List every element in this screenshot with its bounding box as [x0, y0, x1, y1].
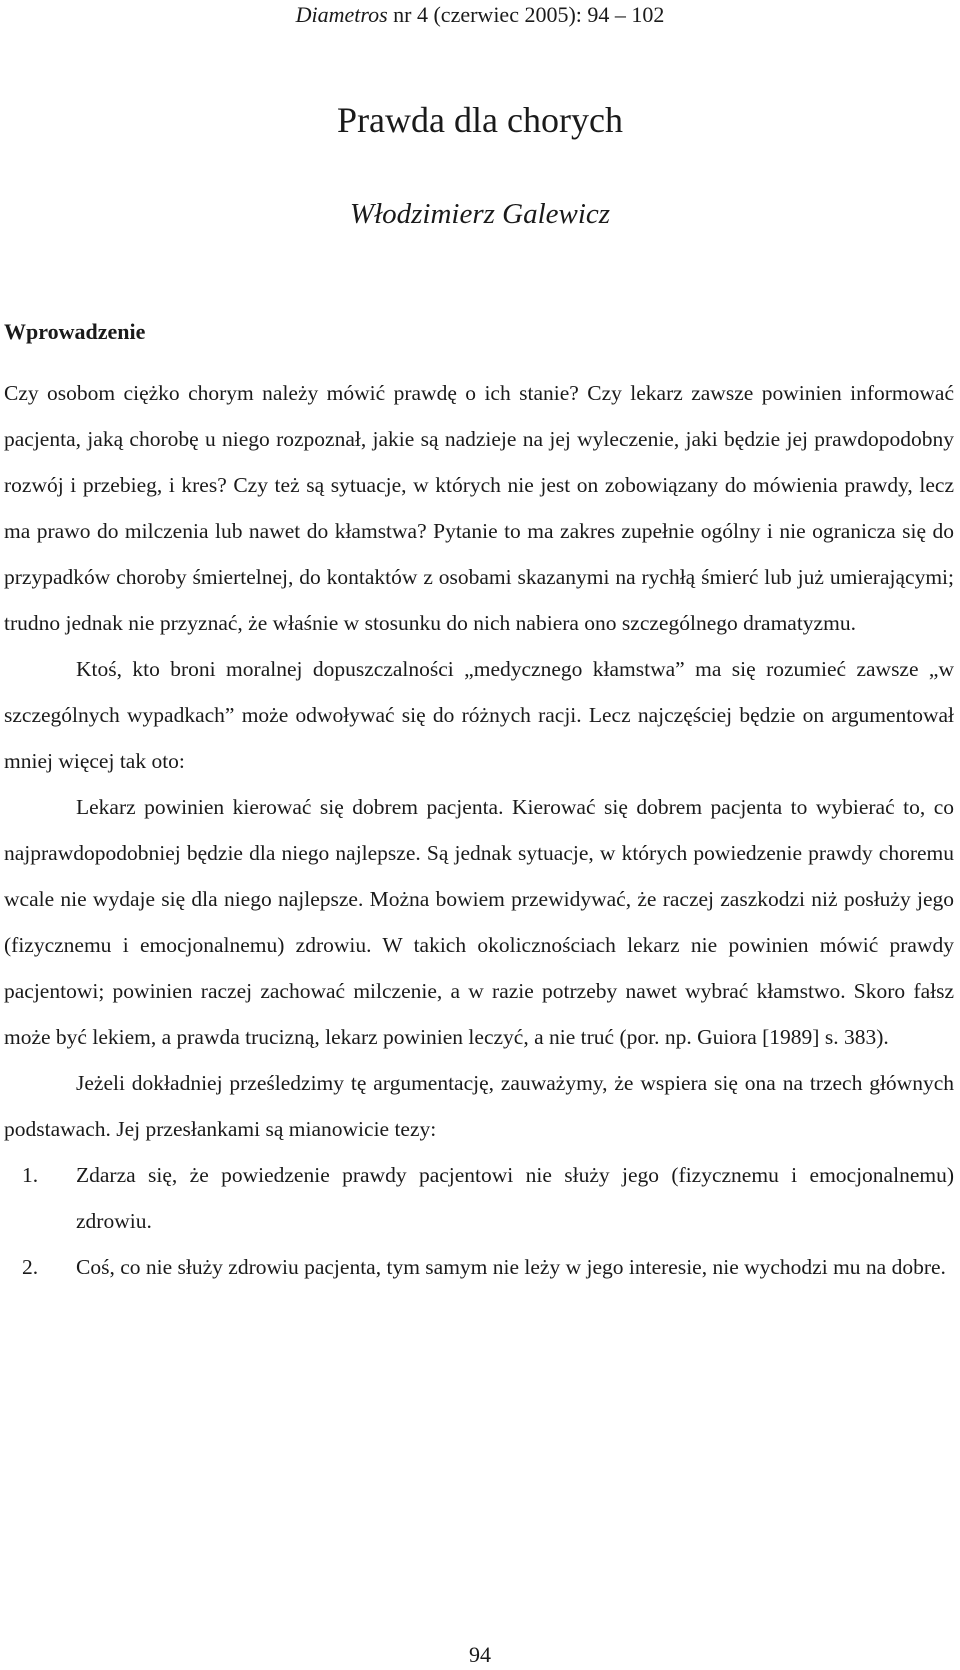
list-item [4, 1152, 954, 1244]
article-body [4, 370, 954, 1290]
issue-info: nr 4 (czerwiec 2005): 94 – 102 [387, 2, 665, 27]
list-item-text: Coś, co nie służy zdrowiu pacjenta, tym samym nie leży w jego interesie, nie wychodzi mu na dobre. [76, 1255, 946, 1279]
paragraph-3-argument: Lekarz powinien kierować się dobrem pacjenta. Kierować się dobrem pacjenta to wybierać to, co najprawdopodobniej będzie dla niego najlepsze. Są jednak sytuacje, w których powiedzenie prawdy choremu wcale nie wydaje się dla niego najlepsze. Można bowiem przewidywać, że raczej zaszkodzi niż posłuży jego (fizycznemu i emocjonalnemu) zdrowiu. W takich okolicznościach lekarz nie powinien mówić prawdy pacjentowi; powinien raczej zachować milczenie, a w razie potrzeby nawet wybrać kłamstwo. Skoro fałsz może być lekiem, a prawda trucizną, lekarz powinien leczyć, a nie truć (por. np. Guiora [1989] s. 383). [4, 795, 954, 1049]
paragraph-2: Ktoś, kto broni moralnej dopuszczalności „medycznego kłamstwa” ma się rozumieć zawsze „w szczególnych wypadkach” może odwoływać się do różnych racji. Lecz najczęściej będzie on argumentował mniej więcej tak oto: [4, 657, 954, 773]
article-author: Włodzimierz Galewicz [349, 198, 611, 230]
paragraph-1: Czy osobom ciężko chorym należy mówić prawdę o ich stanie? Czy lekarz zawsze powinien informować pacjenta, jaką chorobę u niego rozpoznał, jakie są nadzieje na jej wyleczenie, jaki będzie jej prawdopodobny rozwój i przebieg, i kres? Czy też są sytuacje, w których nie jest on zobowiązany do mówienia prawdy, lecz ma prawo do milczenia lub nawet do kłamstwa? Pytanie to ma zakres zupełnie ogólny i nie ogranicza się do przypadków choroby śmiertelnej, do kontaktów z osobami skazanymi na rychłą śmierć lub już umierającymi; trudno jednak nie przyznać, że właśnie w stosunku do nich nabiera ono szczególnego dramatyzmu. [4, 381, 954, 635]
list-item [4, 1244, 954, 1290]
running-header [0, 1, 960, 29]
page-number: 94 [469, 1642, 491, 1667]
list-item-number: 2. [22, 1255, 39, 1279]
section-heading: Wprowadzenie [4, 319, 146, 344]
theses-list [4, 1152, 954, 1290]
list-item-text: Zdarza się, że powiedzenie prawdy pacjentowi nie służy jego (fizycznemu i emocjonalnemu) zdrowiu. [76, 1163, 954, 1233]
paragraph-4: Jeżeli dokładniej prześledzimy tę argumentację, zauważymy, że wspiera się ona na trzech głównych podstawach. Jej przesłankami są mianowicie tezy: [4, 1071, 954, 1141]
journal-name: Diametros [295, 2, 388, 27]
list-item-number: 1. [22, 1163, 39, 1187]
article-title: Prawda dla chorych [337, 100, 623, 140]
